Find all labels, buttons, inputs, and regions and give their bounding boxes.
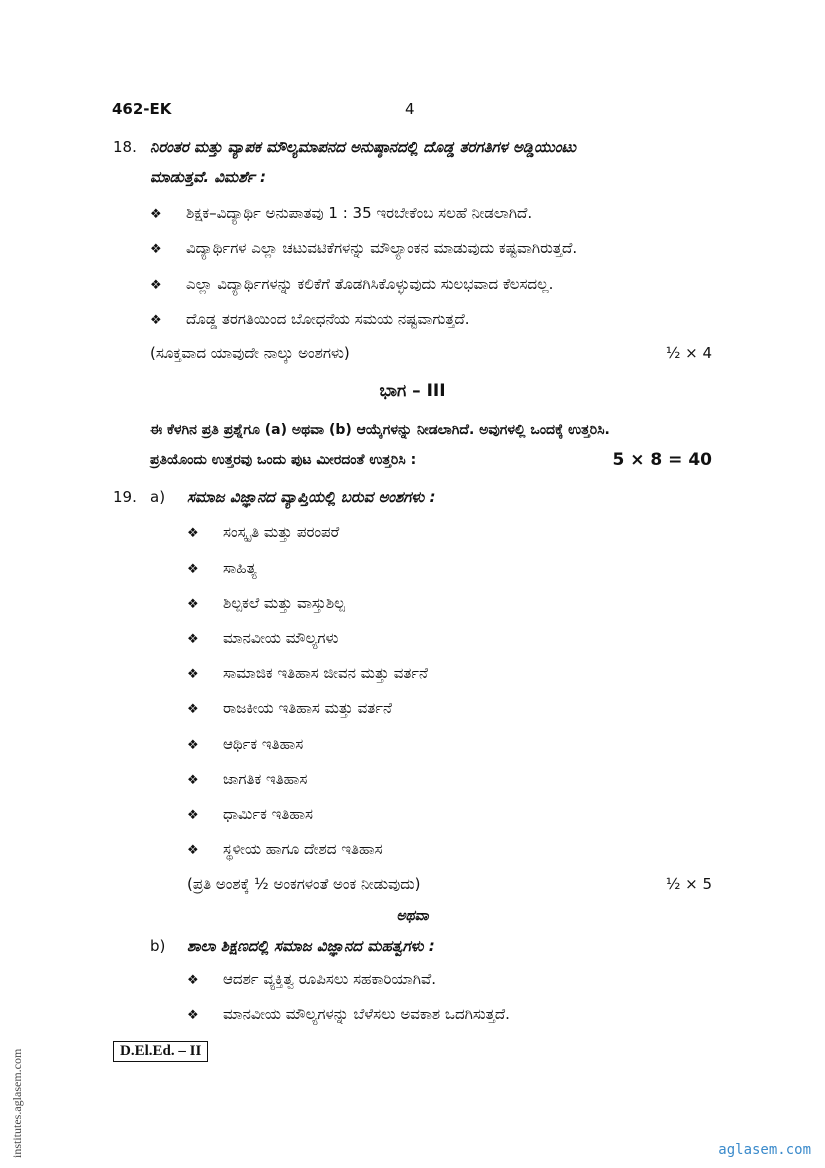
list-item: ❖ ವಿದ್ಯಾರ್ಥಿಗಳ ಎಲ್ಲಾ ಚಟುವಟಿಕೆಗಳನ್ನು ಮೌಲ್ಯಾಂಕನ ಮಾಡುವುದು ಕಷ್ಟವಾಗಿರುತ್ತದೆ. [150, 239, 578, 257]
list-item: ❖ ಜಾಗತಿಕ ಇತಿಹಾಸ [187, 770, 308, 788]
list-item: ❖ ರಾಜಕೀಯ ಇತಿಹಾಸ ಮತ್ತು ವರ್ತನೆ [187, 699, 392, 717]
diamond-bullet-icon: ❖ [187, 702, 199, 717]
question-18-number: 18. [113, 138, 137, 156]
diamond-bullet-icon: ❖ [187, 667, 199, 682]
diamond-bullet-icon: ❖ [187, 562, 199, 577]
list-item: ❖ ಮಾನವೀಯ ಮೌಲ್ಯಗಳನ್ನು ಬೆಳೆಸಲು ಅವಕಾಶ ಒದಗಿಸುತ್ತದೆ. [187, 1005, 510, 1023]
diamond-bullet-icon: ❖ [187, 843, 199, 858]
list-item: ❖ ಸ್ಥಳೀಯ ಹಾಗೂ ದೇಶದ ಇತಿಹಾಸ [187, 840, 383, 858]
instructions-line2: ಪ್ರತಿಯೊಂದು ಉತ್ತರವು ಒಂದು ಪುಟ ಮೀರದಂತೆ ಉತ್ತರಿಸಿ : [150, 452, 417, 468]
diamond-bullet-icon: ❖ [150, 207, 162, 222]
option-a-title: ಸಮಾಜ ವಿಜ್ಞಾನದ ವ್ಯಾಪ್ತಿಯಲ್ಲಿ ಬರುವ ಅಂಶಗಳು : [187, 488, 436, 506]
list-item: ❖ ಆದರ್ಶ ವ್ಯಕ್ತಿತ್ವ ರೂಪಿಸಲು ಸಹಕಾರಿಯಾಗಿವೆ. [187, 970, 436, 988]
option-a-note: (ಪ್ರತಿ ಅಂಶಕ್ಕೆ ½ ಅಂಕಗಳಂತೆ ಅಂಕ ನೀಡುವುದು) [187, 875, 421, 893]
diamond-bullet-icon: ❖ [187, 597, 199, 612]
question-18-marks: ½ × 4 [665, 344, 712, 362]
question-18-text-line2: ಮಾಡುತ್ತವೆ. ವಿಮರ್ಶೆ : [150, 168, 267, 186]
option-a-marks: ½ × 5 [665, 875, 712, 893]
side-watermark: institutes.aglasem.com [10, 1048, 24, 1158]
diamond-bullet-icon: ❖ [150, 313, 162, 328]
diamond-bullet-icon: ❖ [187, 1008, 199, 1023]
section-marks: 5 × 8 = 40 [612, 450, 712, 470]
watermark: aglasem.com [718, 1142, 811, 1158]
option-b-title: ಶಾಲಾ ಶಿಕ್ಷಣದಲ್ಲಿ ಸಮಾಜ ವಿಜ್ಞಾನದ ಮಹತ್ವಗಳು : [187, 937, 435, 955]
question-19-number: 19. [113, 488, 137, 506]
course-label: D.El.Ed. – II [113, 1041, 208, 1062]
diamond-bullet-icon: ❖ [187, 973, 199, 988]
or-divider: ಅಥವಾ [396, 908, 429, 924]
diamond-bullet-icon: ❖ [187, 808, 199, 823]
list-item: ❖ ಎಲ್ಲಾ ವಿದ್ಯಾರ್ಥಿಗಳನ್ನು ಕಲಿಕೆಗೆ ತೊಡಗಿಸಿಕೊಳ್ಳುವುದು ಸುಲಭವಾದ ಕೆಲಸದಲ್ಲ. [150, 275, 554, 293]
list-item: ❖ ಸಾಹಿತ್ಯ [187, 559, 257, 577]
list-item: ❖ ಧಾರ್ಮಿಕ ಇತಿಹಾಸ [187, 805, 313, 823]
list-item: ❖ ಶಿಕ್ಷಕ–ವಿದ್ಯಾರ್ಥಿ ಅನುಪಾತವು 1 : 35 ಇರಬೇಕೆಂಬ ಸಲಹೆ ನೀಡಲಾಗಿದೆ. [150, 204, 533, 222]
section-title: ಭಾಗ – III [379, 381, 446, 401]
list-item: ❖ ಆರ್ಥಿಕ ಇತಿಹಾಸ [187, 735, 304, 753]
paper-code: 462-EK [112, 100, 172, 118]
diamond-bullet-icon: ❖ [150, 242, 162, 257]
page-number: 4 [405, 100, 415, 118]
diamond-bullet-icon: ❖ [187, 526, 199, 541]
list-item: ❖ ದೊಡ್ಡ ತರಗತಿಯಿಂದ ಬೋಧನೆಯ ಸಮಯ ನಷ್ಟವಾಗುತ್ತದೆ. [150, 310, 470, 328]
list-item: ❖ ಶಿಲ್ಪಕಲೆ ಮತ್ತು ವಾಸ್ತುಶಿಲ್ಪ [187, 594, 345, 612]
question-18-text-line1: ನಿರಂತರ ಮತ್ತು ವ್ಯಾಪಕ ಮೌಲ್ಯಮಾಪನದ ಅನುಷ್ಠಾನದಲ್ಲಿ ದೊಡ್ಡ ತರಗತಿಗಳ ಅಡ್ಡಿಯುಂಟು [150, 138, 577, 156]
question-18-note: (ಸೂಕ್ತವಾದ ಯಾವುದೇ ನಾಲ್ಕು ಅಂಶಗಳು) [150, 344, 350, 362]
list-item: ❖ ಸಂಸ್ಕೃತಿ ಮತ್ತು ಪರಂಪರೆ [187, 523, 340, 541]
diamond-bullet-icon: ❖ [187, 738, 199, 753]
diamond-bullet-icon: ❖ [150, 278, 162, 293]
list-item: ❖ ಸಾಮಾಜಿಕ ಇತಿಹಾಸ ಜೀವನ ಮತ್ತು ವರ್ತನೆ [187, 664, 428, 682]
instructions-line1: ಈ ಕೆಳಗಿನ ಪ್ರತಿ ಪ್ರಶ್ನೆಗೂ (a) ಅಥವಾ (b) ಆಯ್ಕೆಗಳನ್ನು ನೀಡಲಾಗಿದೆ. ಅವುಗಳಲ್ಲಿ ಒಂದಕ್ಕೆ ಉತ್ತರಿಸಿ. [150, 422, 610, 438]
option-a-label: a) [150, 488, 166, 506]
option-b-label: b) [150, 937, 166, 955]
diamond-bullet-icon: ❖ [187, 632, 199, 647]
diamond-bullet-icon: ❖ [187, 773, 199, 788]
list-item: ❖ ಮಾನವೀಯ ಮೌಲ್ಯಗಳು [187, 629, 339, 647]
